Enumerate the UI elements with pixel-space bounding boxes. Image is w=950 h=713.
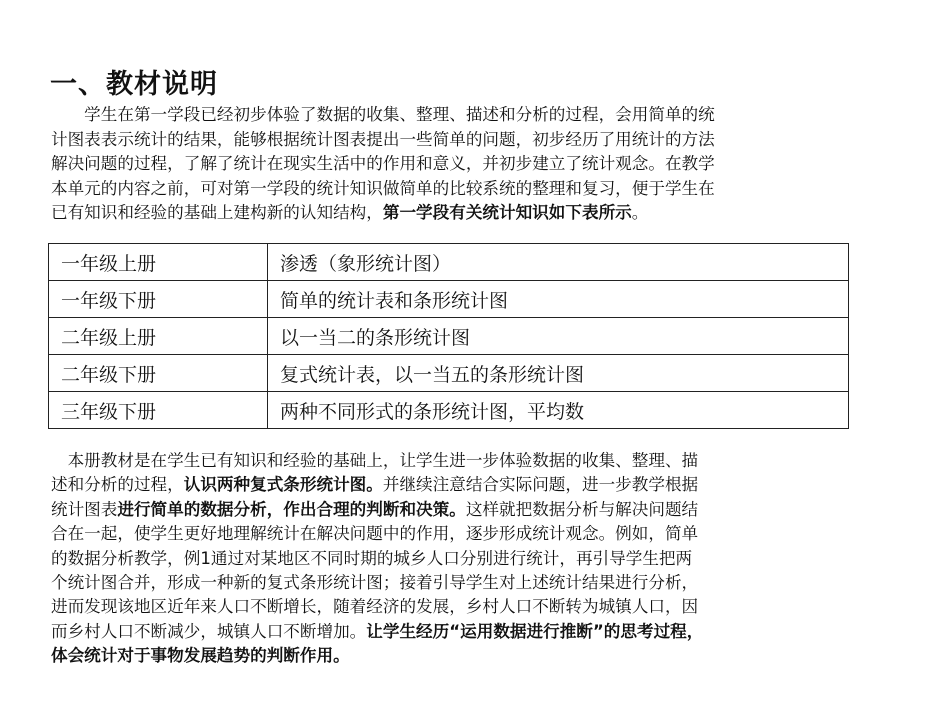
- intro-line-5-end: 。: [631, 203, 649, 223]
- body-line-3-c: 这样就把数据分析与解决问题结: [465, 499, 699, 519]
- content-cell: 以一当二的条形统计图: [268, 318, 849, 355]
- body-line-3: [51, 498, 901, 522]
- grade-knowledge-table: [48, 243, 849, 429]
- body-line-3-bold: 进行简单的数据分析，作出合理的判断和决策。: [117, 499, 466, 519]
- body-line-2-bold: 认识两种复式条形统计图。: [183, 475, 383, 495]
- body-line-7: 进而发现该地区近年来人口不断增长，随着经济的发展，乡村人口不断转为城镇人口，因: [51, 597, 699, 617]
- body-line-8-bold: 让学生经历“运用数据进行推断”的思考过程，: [366, 621, 704, 641]
- body-line-4: 合在一起，使学生更好地理解统计在解决问题中的作用，逐步形成统计观念。例如，简单: [51, 524, 699, 544]
- content-cell: 两种不同形式的条形统计图，平均数: [268, 392, 849, 429]
- grade-cell: 一年级下册: [49, 281, 268, 318]
- body-paragraph: [51, 449, 901, 669]
- body-line-5: 的数据分析教学，例1通过对某地区不同时期的城乡人口分别进行统计，再引导学生把两: [51, 548, 693, 568]
- intro-line-3: 解决问题的过程，了解了统计在现实生活中的作用和意义，并初步建立了统计观念。在教学: [51, 154, 715, 174]
- content-cell: 简单的统计表和条形统计图: [268, 281, 849, 318]
- intro-paragraph: [51, 103, 901, 226]
- intro-line-5-bold: 第一学段有关统计知识如下表所示: [382, 203, 632, 223]
- intro-line-2: 计图表表示统计的结果，能够根据统计图表提出一些简单的问题，初步经历了用统计的方法: [51, 129, 715, 149]
- body-line-1: 本册教材是在学生已有知识和经验的基础上，让学生进一步体验数据的收集、整理、描: [51, 451, 699, 470]
- body-line-8-a: 而乡村人口不断减少，城镇人口不断增加。: [51, 621, 367, 641]
- grade-cell: 二年级上册: [49, 318, 268, 355]
- intro-line-5: [51, 201, 901, 226]
- body-line-2-a: 述和分析的过程，: [51, 475, 184, 495]
- body-line-6: 个统计图合并，形成一种新的复式条形统计图；接着引导学生对上述统计结果进行分析，: [51, 572, 699, 592]
- intro-line-1: 学生在第一学段已经初步体验了数据的收集、整理、描述和分析的过程，会用简单的统: [51, 105, 715, 124]
- table-row: [49, 244, 849, 281]
- table-row: [49, 318, 849, 355]
- intro-line-5-plain: 已有知识和经验的基础上建构新的认知结构，: [51, 203, 383, 223]
- grade-cell: 三年级下册: [49, 392, 268, 429]
- body-line-3-a: 统计图表: [51, 499, 118, 519]
- body-line-9: 体会统计对于事物发展趋势的判断作用。: [51, 646, 350, 666]
- table-row: [49, 355, 849, 392]
- body-line-8: [51, 620, 901, 644]
- body-line-2-c: 并继续注意结合实际问题，进一步教学根据: [382, 475, 699, 495]
- content-cell: 渗透（象形统计图）: [268, 244, 849, 281]
- grade-cell: 一年级上册: [49, 244, 268, 281]
- section-heading: 一、教材说明: [50, 69, 218, 100]
- table-row: [49, 281, 849, 318]
- table-row: [49, 392, 849, 429]
- body-line-2: [51, 473, 901, 497]
- content-cell: 复式统计表，以一当五的条形统计图: [268, 355, 849, 392]
- intro-line-4: 本单元的内容之前，可对第一学段的统计知识做简单的比较系统的整理和复习，便于学生在: [51, 178, 715, 198]
- grade-cell: 二年级下册: [49, 355, 268, 392]
